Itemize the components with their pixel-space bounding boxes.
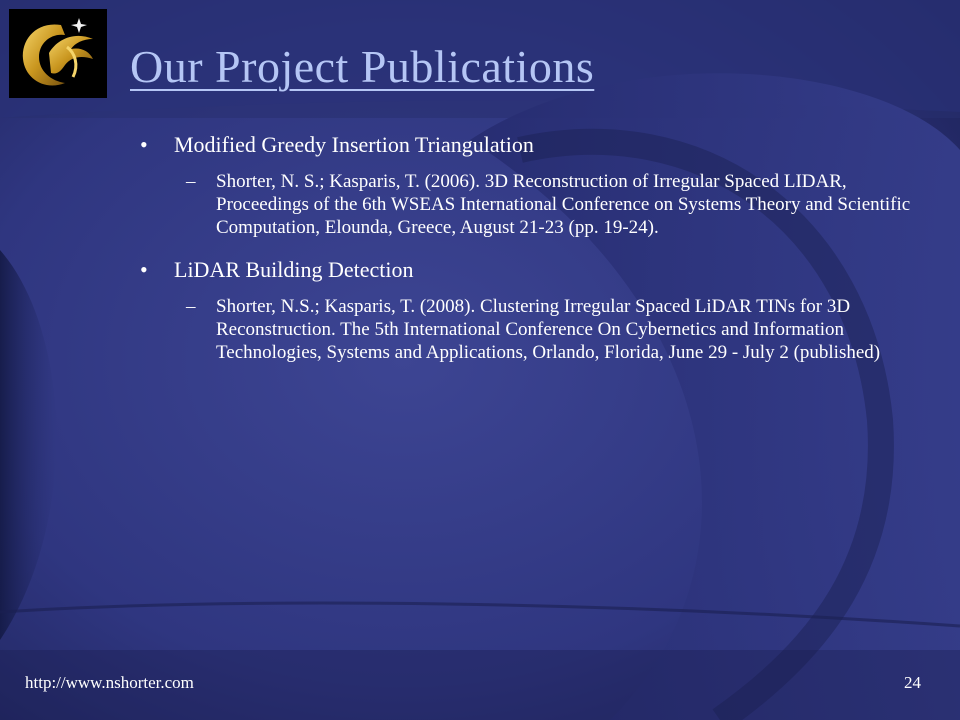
slide-content [140, 132, 940, 374]
bullet-item [140, 257, 940, 283]
bullet-text: Modified Greedy Insertion Triangulation [174, 132, 534, 157]
sub-marker: – [186, 171, 196, 192]
logo [9, 9, 107, 98]
bullet-marker: • [140, 257, 148, 282]
page-number: 24 [904, 673, 921, 692]
footer-url: http://www.nshorter.com [25, 673, 194, 692]
bullet-text: LiDAR Building Detection [174, 257, 414, 282]
sub-text: Shorter, N. S.; Kasparis, T. (2006). 3D Reconstruction of Irregular Spaced LIDAR, Proceedings of the 6th WSEAS International Conference on Systems Theory and Scientific Computation, Elounda, Greece, August 21-23 (pp. 19-24). [216, 171, 911, 238]
slide-title: Our Project Publications [130, 41, 595, 92]
bullet-item [140, 132, 940, 158]
bullet-marker: • [140, 132, 148, 157]
sub-item [140, 170, 921, 239]
sub-text: Shorter, N.S.; Kasparis, T. (2008). Clustering Irregular Spaced LiDAR TINs for 3D Reconstruction. The 5th International Conference On Cybernetics and Information Technologies, Systems and Applications, Orlando, Florida, June 29 - July 2 (published) [216, 296, 881, 363]
sub-item [140, 295, 921, 364]
pegasus-logo-icon [9, 9, 107, 98]
sub-marker: – [186, 296, 196, 317]
